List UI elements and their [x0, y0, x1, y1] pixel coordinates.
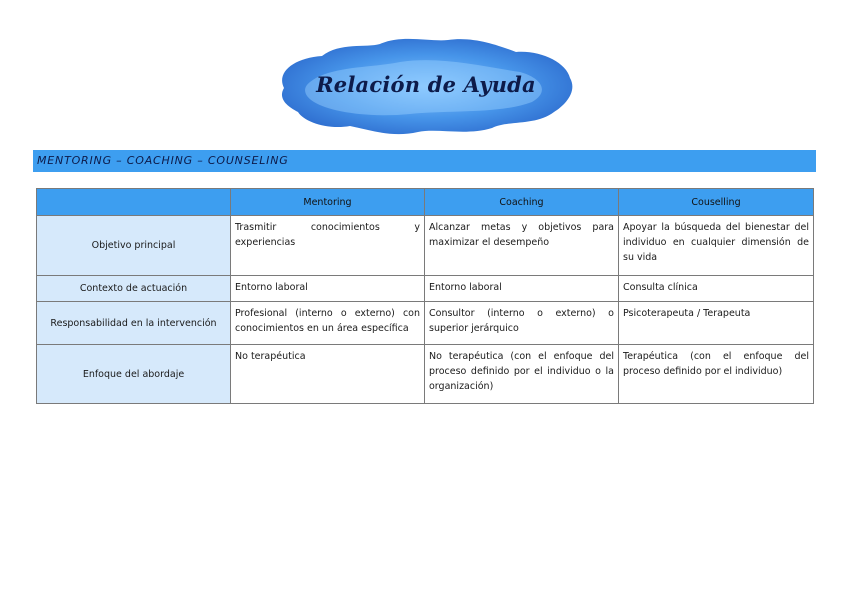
table-cell: Terapéutica (con el enfoque del proceso definido por el individuo): [619, 345, 814, 404]
table-row: [37, 302, 814, 345]
header-empty: [37, 189, 231, 216]
table-cell: Trasmitir conocimientos y experiencias: [231, 216, 425, 276]
table-cell: Profesional (interno o externo) con conocimientos en un área específica: [231, 302, 425, 345]
table-row: [37, 216, 814, 276]
row-label: Enfoque del abordaje: [37, 345, 231, 404]
page-title: Relación de Ayuda: [316, 72, 536, 97]
table-header-row: [37, 189, 814, 216]
header-mentoring: Mentoring: [231, 189, 425, 216]
table-row: [37, 276, 814, 302]
title-banner: [270, 32, 582, 140]
table-cell: Entorno laboral: [231, 276, 425, 302]
table-cell: Consultor (interno o externo) o superior jerárquico: [425, 302, 619, 345]
row-label: Contexto de actuación: [37, 276, 231, 302]
table-cell: Psicoterapeuta / Terapeuta: [619, 302, 814, 345]
table-row: [37, 345, 814, 404]
table-cell: No terapéutica: [231, 345, 425, 404]
table-cell: Consulta clínica: [619, 276, 814, 302]
row-label: Objetivo principal: [37, 216, 231, 276]
header-counselling: Couselling: [619, 189, 814, 216]
table-cell: Entorno laboral: [425, 276, 619, 302]
table-cell: Apoyar la búsqueda del bienestar del individuo en cualquier dimensión de su vida: [619, 216, 814, 276]
row-label: Responsabilidad en la intervención: [37, 302, 231, 345]
table-cell: No terapéutica (con el enfoque del proceso definido por el individuo o la organización): [425, 345, 619, 404]
comparison-table: [36, 188, 814, 404]
header-coaching: Coaching: [425, 189, 619, 216]
section-heading: MENTORING – COACHING – COUNSELING: [33, 150, 816, 172]
table-cell: Alcanzar metas y objetivos para maximizar el desempeño: [425, 216, 619, 276]
